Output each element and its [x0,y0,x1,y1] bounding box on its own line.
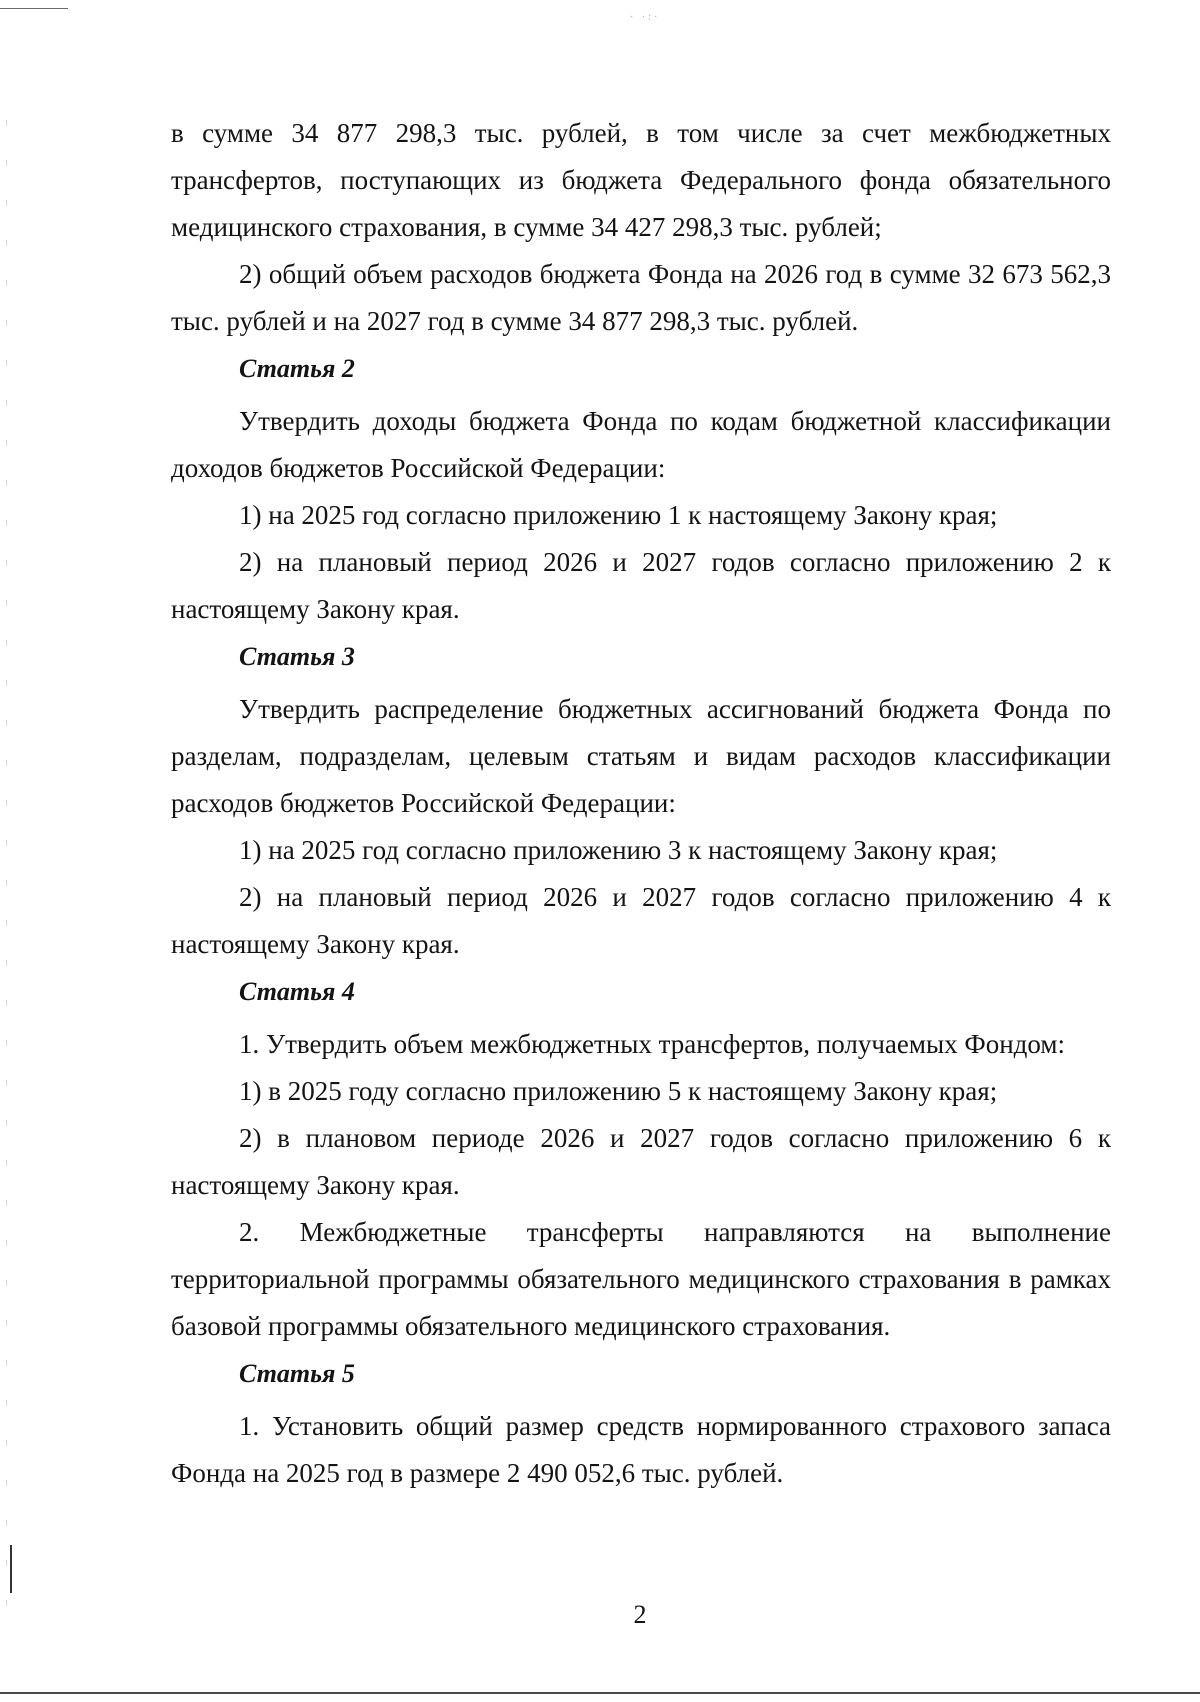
paragraph: 1. Установить общий размер средств нормированного страхового запаса Фонда на 2025 год в размере 2 490 052,6 тыс. рублей. [171,1411,1111,1488]
paragraph: 2. Межбюджетные трансферты направляются на выполнение территориальной программы обязательного медицинского страхования в рамках базовой программы обязательного медицинского страхования. [171,1217,1111,1341]
paragraph: в сумме 34 877 298,3 тыс. рублей, в том числе за счет межбюджетных трансфертов, поступающих из бюджета Федерального фонда обязательного медицинского страхования, в сумме 34 427 298,3 тыс. рублей; [171,118,1111,242]
paragraph: Утвердить распределение бюджетных ассигнований бюджета Фонда по разделам, подразделам, целевым статьям и видам расходов классификации расходов бюджетов Российской Федерации: [171,694,1111,818]
document-page [171,110,1111,1497]
article-heading: Статья 5 [239,1359,355,1388]
scan-bottom-line [0,1692,1200,1694]
scan-edge-line [0,8,68,9]
paragraph: 1) в 2025 году согласно приложению 5 к настоящему Закону края; [239,1076,998,1106]
paragraph: 2) общий объем расходов бюджета Фонда на 2026 год в сумме 32 673 562,3 тыс. рублей и на 2027 год в сумме 34 877 298,3 тыс. рублей. [171,259,1111,336]
paragraph: 1) на 2025 год согласно приложению 1 к настоящему Закону края; [239,500,998,530]
paragraph: Утвердить доходы бюджета Фонда по кодам бюджетной классификации доходов бюджетов Российской Федерации: [171,406,1111,483]
scan-edge-mark [10,1545,12,1593]
article-heading: Статья 3 [239,642,355,671]
page-number: 2 [633,1600,647,1629]
article-heading: Статья 2 [239,354,355,383]
paragraph: 1. Утвердить объем межбюджетных трансфертов, получаемых Фондом: [239,1029,1065,1059]
paragraph: 1) на 2025 год согласно приложению 3 к настоящему Закону края; [239,835,998,865]
paragraph: 2) на плановый период 2026 и 2027 годов согласно приложению 2 к настоящему Закону края. [171,547,1111,624]
scan-edge-shadow [6,120,7,1620]
paragraph: 2) в плановом периоде 2026 и 2027 годов согласно приложению 6 к настоящему Закону края. [171,1123,1111,1200]
paragraph: 2) на плановый период 2026 и 2027 годов согласно приложению 4 к настоящему Закону края. [171,882,1111,959]
scan-artifact: · ·:· [630,12,661,23]
article-heading: Статья 4 [239,977,355,1006]
